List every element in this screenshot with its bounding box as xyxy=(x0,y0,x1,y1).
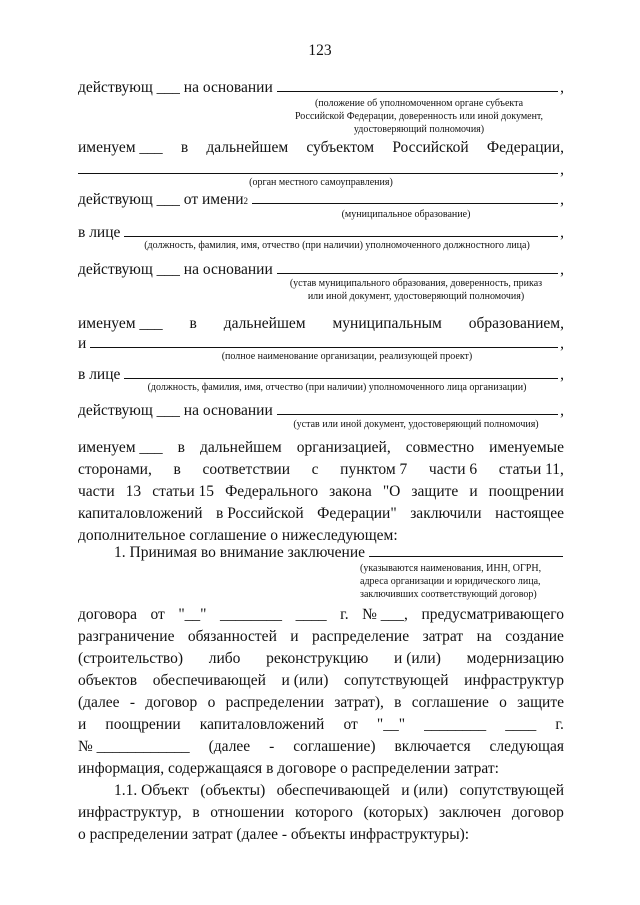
para4-line3: о распределении затрат (далее - объекты инфраструктуры): xyxy=(78,826,470,843)
blank-line xyxy=(277,258,558,274)
para4-line1: 1.1. Объект (объекты) обеспечивающей и (или) сопутствующей xyxy=(114,782,564,799)
note-organization: (полное наименование организации, реализующей проект) xyxy=(221,351,473,362)
blank-line xyxy=(124,221,558,237)
line-acting-basis-2: действующ ___ на основании , xyxy=(78,258,564,280)
note-official: (должность, фамилия, имя, отчество (при наличии) уполномоченного должностного лица) xyxy=(144,240,530,251)
blank-line xyxy=(369,541,563,557)
blank-line xyxy=(90,332,558,348)
blank-line xyxy=(252,188,558,204)
para4-line2: инфраструктур, в отношении которого (которых) заключен договор xyxy=(78,804,564,821)
blank-line xyxy=(124,363,558,379)
para1-line2: сторонами, в соответствии с пунктом 7 части 6 статьи 11, xyxy=(78,461,564,478)
line-named-municipality: именуем ___ в дальнейшем муниципальным образованием, xyxy=(78,315,564,332)
line-blank-local-gov: , xyxy=(78,158,564,180)
para3-line7: № ____________ (далее - соглашение) включается следующая xyxy=(78,738,564,755)
blank-line xyxy=(78,158,558,174)
note-charter-org: (устав или иной документ, удостоверяющий полномочия) xyxy=(293,419,539,430)
line-acting-basis-3: действующ ___ на основании , xyxy=(78,399,564,421)
line-acting-basis-1: действующ ___ на основании , xyxy=(78,76,564,98)
para3-line1: договора от "__" ________ ____ г. № ___, предусматривающего xyxy=(78,606,564,623)
para3-line3: (строительство) либо реконструкцию и (или) модернизацию xyxy=(78,650,564,667)
note-charter: (устав муниципального образования, доверенность, приказ или иной документ, удостоверяющий полномочия) xyxy=(289,278,543,302)
para1-line4: капиталовложений в Российской Федерации" заключили настоящее xyxy=(78,505,564,522)
para1-line5: дополнительное соглашение о нижеследующем: xyxy=(78,527,398,544)
para1-line3: части 13 статьи 15 Федерального закона "О защите и поощрении xyxy=(78,483,564,500)
para3-line8: информация, содержащаяся в договоре о распределении затрат: xyxy=(78,760,499,777)
note-municipality: (муниципальное образование) xyxy=(341,209,471,220)
line-and-organization: и , xyxy=(78,332,564,354)
note-local-gov: (орган местного самоуправления) xyxy=(249,177,393,188)
para3-line6: и поощрении капиталовложений от "__" ________ ____ г. xyxy=(78,716,564,733)
page-number: 123 xyxy=(308,42,332,59)
line-named-subject: именуем ___ в дальнейшем субъектом Российской Федерации, xyxy=(78,139,564,156)
note-org-rep: (должность, фамилия, имя, отчество (при наличии) уполномоченного лица организации) xyxy=(147,382,527,393)
line-represented-by-1: в лице , xyxy=(78,221,564,243)
para3-line5: (далее - договор о распределении затрат), в соглашение о защите xyxy=(78,694,564,711)
note-conclusion: (указываются наименования, ИНН, ОГРН, адреса организации и юридического лица, заключивших соответствующий договор) xyxy=(360,563,542,600)
para3-line4: объектов обеспечивающей и (или) сопутствующей инфраструктур xyxy=(78,672,564,689)
para2-line1: 1. Принимая во внимание заключение xyxy=(114,541,564,563)
blank-line xyxy=(277,76,558,92)
line-acting-on-behalf: действующ ___ от имени 2 , xyxy=(78,188,564,210)
line-represented-by-2: в лице , xyxy=(78,363,564,385)
para3-line2: разграничение обязанностей и распределение затрат на создание xyxy=(78,628,564,645)
para1-line1: именуем ___ в дальнейшем организацией, совместно именуемые xyxy=(78,439,564,456)
blank-line xyxy=(277,399,558,415)
note-authority-doc: (положение об уполномоченном органе субъекта Российской Федерации, доверенность или иной документ, удостоверяющий полномочия) xyxy=(294,98,544,135)
